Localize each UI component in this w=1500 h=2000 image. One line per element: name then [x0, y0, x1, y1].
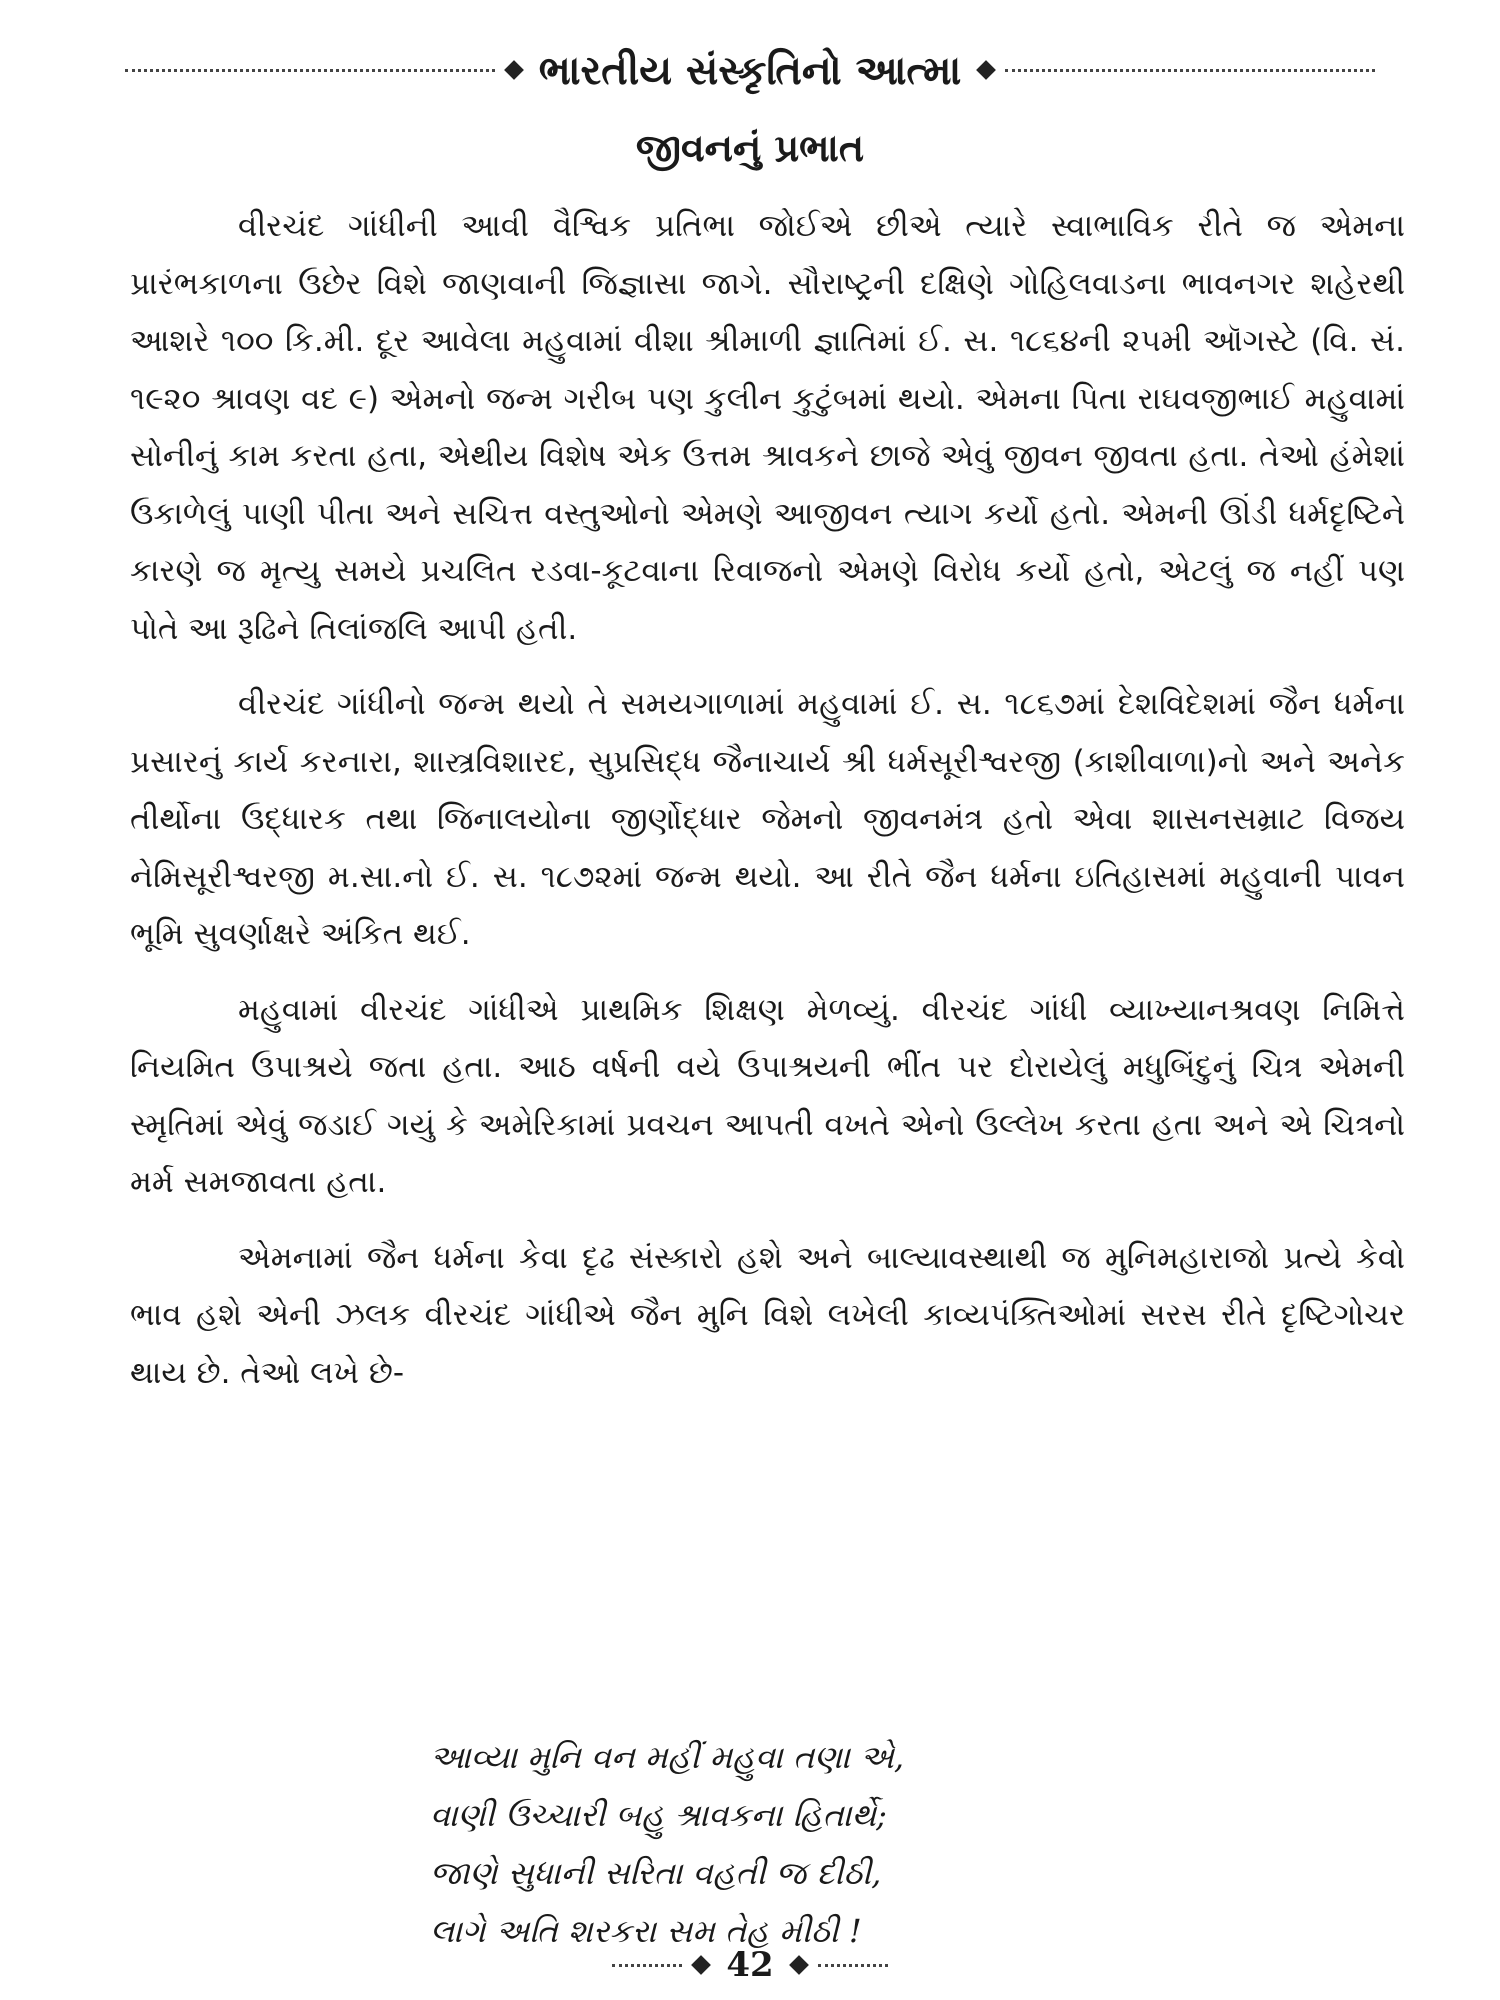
diamond-ornament-icon [789, 1955, 809, 1975]
diamond-ornament-icon [691, 1955, 711, 1975]
verse-line: આવ્યા મુનિ વન મહીં મહુવા તણા એ, [430, 1738, 905, 1776]
page-number: 42 [726, 1945, 774, 1985]
chapter-heading: જીવનનું પ્રભાત [635, 125, 865, 170]
verse-line: વાણી ઉચ્ચારી બહુ શ્રાવકના હિતાર્થે; [430, 1796, 887, 1834]
diamond-ornament-icon [976, 60, 996, 80]
footer-rule-right [818, 1964, 888, 1967]
body-text [130, 198, 1405, 1420]
header-rule-right [1005, 69, 1375, 72]
verse-block [430, 1728, 1230, 1960]
diamond-ornament-icon [504, 60, 524, 80]
running-header [125, 45, 1375, 95]
paragraph: વીરચંદ ગાંધીની આવી વૈશ્વિક પ્રતિભા જોઈએ છીએ ત્યારે સ્વાભાવિક રીતે જ એમના પ્રારંભકાળના ઉછેર વિશે જાણવાની જિજ્ઞાસા જાગે. સૌરાષ્ટ્રની દક્ષિણે ગોહિલવાડના ભાવનગર શહેરથી આશરે ૧૦૦ કિ.મી. દૂર આવેલા મહુવામાં વીશા શ્રીમાળી જ્ઞાતિમાં ઈ. સ. ૧૮૬૪ની ૨૫મી ઑગસ્ટે (વિ. સં. ૧૯૨૦ શ્રાવણ વદ ૯) એમનો જન્મ ગરીબ પણ કુલીન કુટુંબમાં થયો. એમના પિતા રાઘવજીભાઈ મહુવામાં સોનીનું કામ કરતા હતા, એથીય વિશેષ એક ઉત્તમ શ્રાવકને છાજે એવું જીવન જીવતા હતા. તેઓ હંમેશાં ઉકાળેલું પાણી પીતા અને સચિત્ત વસ્તુઓનો એમણે આજીવન ત્યાગ કર્યો હતો. એમની ઊંડી ધર્મદૃષ્ટિને કારણે જ મૃત્યુ સમયે પ્રચલિત રડવા-કૂટવાના રિવાજનો એમણે વિરોધ કર્યો હતો, એટલું જ નહીં પણ પોતે આ રૂઢિને તિલાંજલિ આપી હતી. [130, 208, 1405, 647]
paragraph: મહુવામાં વીરચંદ ગાંધીએ પ્રાથમિક શિક્ષણ મેળવ્યું. વીરચંદ ગાંધી વ્યાખ્યાનશ્રવણ નિમિત્તે નિયમિત ઉપાશ્રયે જતા હતા. આઠ વર્ષની વયે ઉપાશ્રયની ભીંત પર દોરાયેલું મધુબિંદુનું ચિત્ર એમની સ્મૃતિમાં એવું જડાઈ ગયું કે અમેરિકામાં પ્રવચન આપતી વખતે એનો ઉલ્લેખ કરતા હતા અને એ ચિત્રનો મર્મ સમજાવતા હતા. [130, 991, 1405, 1200]
footer-rule-left [612, 1964, 682, 1967]
paragraph: એમનામાં જૈન ધર્મના કેવા દૃઢ સંસ્કારો હશે અને બાલ્યાવસ્થાથી જ મુનિમહારાજો પ્રત્યે કેવો ભાવ હશે એની ઝલક વીરચંદ ગાંધીએ જૈન મુનિ વિશે લખેલી કાવ્યપંક્તિઓમાં સરસ રીતે દૃષ્ટિગોચર થાય છે. તેઓ લખે છે- [130, 1239, 1405, 1391]
header-rule-left [125, 69, 495, 72]
verse-line: લાગે અતિ શરકરા સમ તેહ મીઠી ! [430, 1912, 862, 1950]
paragraph: વીરચંદ ગાંધીનો જન્મ થયો તે સમયગાળામાં મહુવામાં ઈ. સ. ૧૮૬૭માં દેશવિદેશમાં જૈન ધર્મના પ્રસારનું કાર્ય કરનારા, શાસ્ત્રવિશારદ, સુપ્રસિદ્ધ જૈનાચાર્ય શ્રી ધર્મસૂરીશ્વરજી (કાશીવાળા)નો અને અનેક તીર્થોના ઉદ્ધારક તથા જિનાલયોના જીર્ણોદ્ધાર જેમનો જીવનમંત્ર હતો એવા શાસનસમ્રાટ વિજય નેમિસૂરીશ્વરજી મ.સા.નો ઈ. સ. ૧૮૭૨માં જન્મ થયો. આ રીતે જૈન ધર્મના ઇતિહાસમાં મહુવાની પાવન ભૂમિ સુવર્ણાક્ષરે અંકિત થઈ. [130, 686, 1405, 952]
book-title: ભારતીય સંસ્કૃતિનો આત્મા [538, 46, 962, 94]
verse-line: જાણે સુધાની સરિતા વહતી જ દીઠી, [430, 1854, 882, 1892]
page-footer [0, 1945, 1500, 1985]
